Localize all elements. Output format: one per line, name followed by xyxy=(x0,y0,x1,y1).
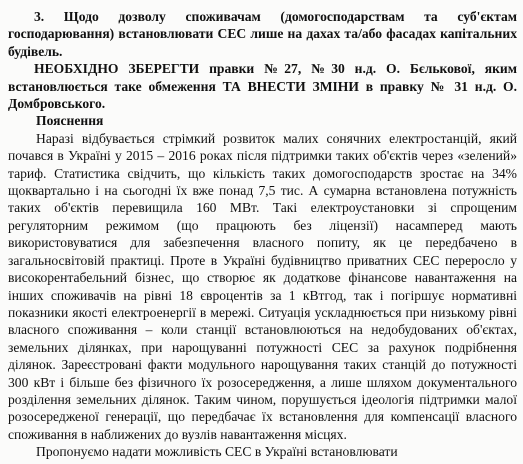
requirement-paragraph: НЕОБХІДНО ЗБЕРЕГТИ правки №27, №30 н.д. О. Бєлькової, яким встановлюється таке обмеження ТА ВНЕСТИ ЗМІНИ в правку № 31 н.д. О. Домбровського. xyxy=(8,61,517,112)
section-heading: 3. Щодо дозволу споживачам (домогосподарствам та суб'єктам господарювання) встановлювати СЕС лише на дахах та/або фасадах капітальних будівель. xyxy=(8,9,517,59)
cut-off-line: Пропонуємо надати можливість СЕС в Україні встановлювати xyxy=(36,444,398,460)
explanation-title: Пояснення xyxy=(36,113,104,129)
explanation-paragraph: Наразі відбувається стрімкий розвиток малих сонячних електростанцій, який почався в Україні у 2015 – 2016 роках після підтримки таких об'єктів через «зелений» тариф. Статистика свідчить, що кількість таких домогосподарств зростає на 34% щоквартально і на сьогодні їх вже понад 7,5 тис. А сумарна встановлена потужність таких об'єктів перевищила 160 МВт. Такі електроустановки зі спрощеним регуляторним режимом (що працюють без ліцензії) насамперед мають використовуватися для забезпечення власного попиту, як це передбачено в загальносвітовій практиці. Проте в Україні будівництво приватних СЕС переросло у високорентабельний бізнес, що створює як додаткове фінансове навантаження на інших споживачів на рівні 18 євроцентів за 1 кВтгод, так і погіршує нормативні показники якості електроенергії в мережі. Ситуація ускладнюється при низькому рівні власного споживання – коли станції встановлюються на недобудованих об'єктах, земельних ділянках, при нарощуванні потужності СЕС за рахунок подрібнення ділянок. Зареєстровані факти модульного нарощування таких станцій до потужності 300 кВт і більше без фізичного їх розосередження, а лише шляхом документального розділення земельних ділянок. Таким чином, порушується ідеологія підтримки малої розосередженої генерації, що передбачає їх встановлення для компенсації власного споживання в наближених до вузлів навантаження місцях. xyxy=(8,130,517,442)
